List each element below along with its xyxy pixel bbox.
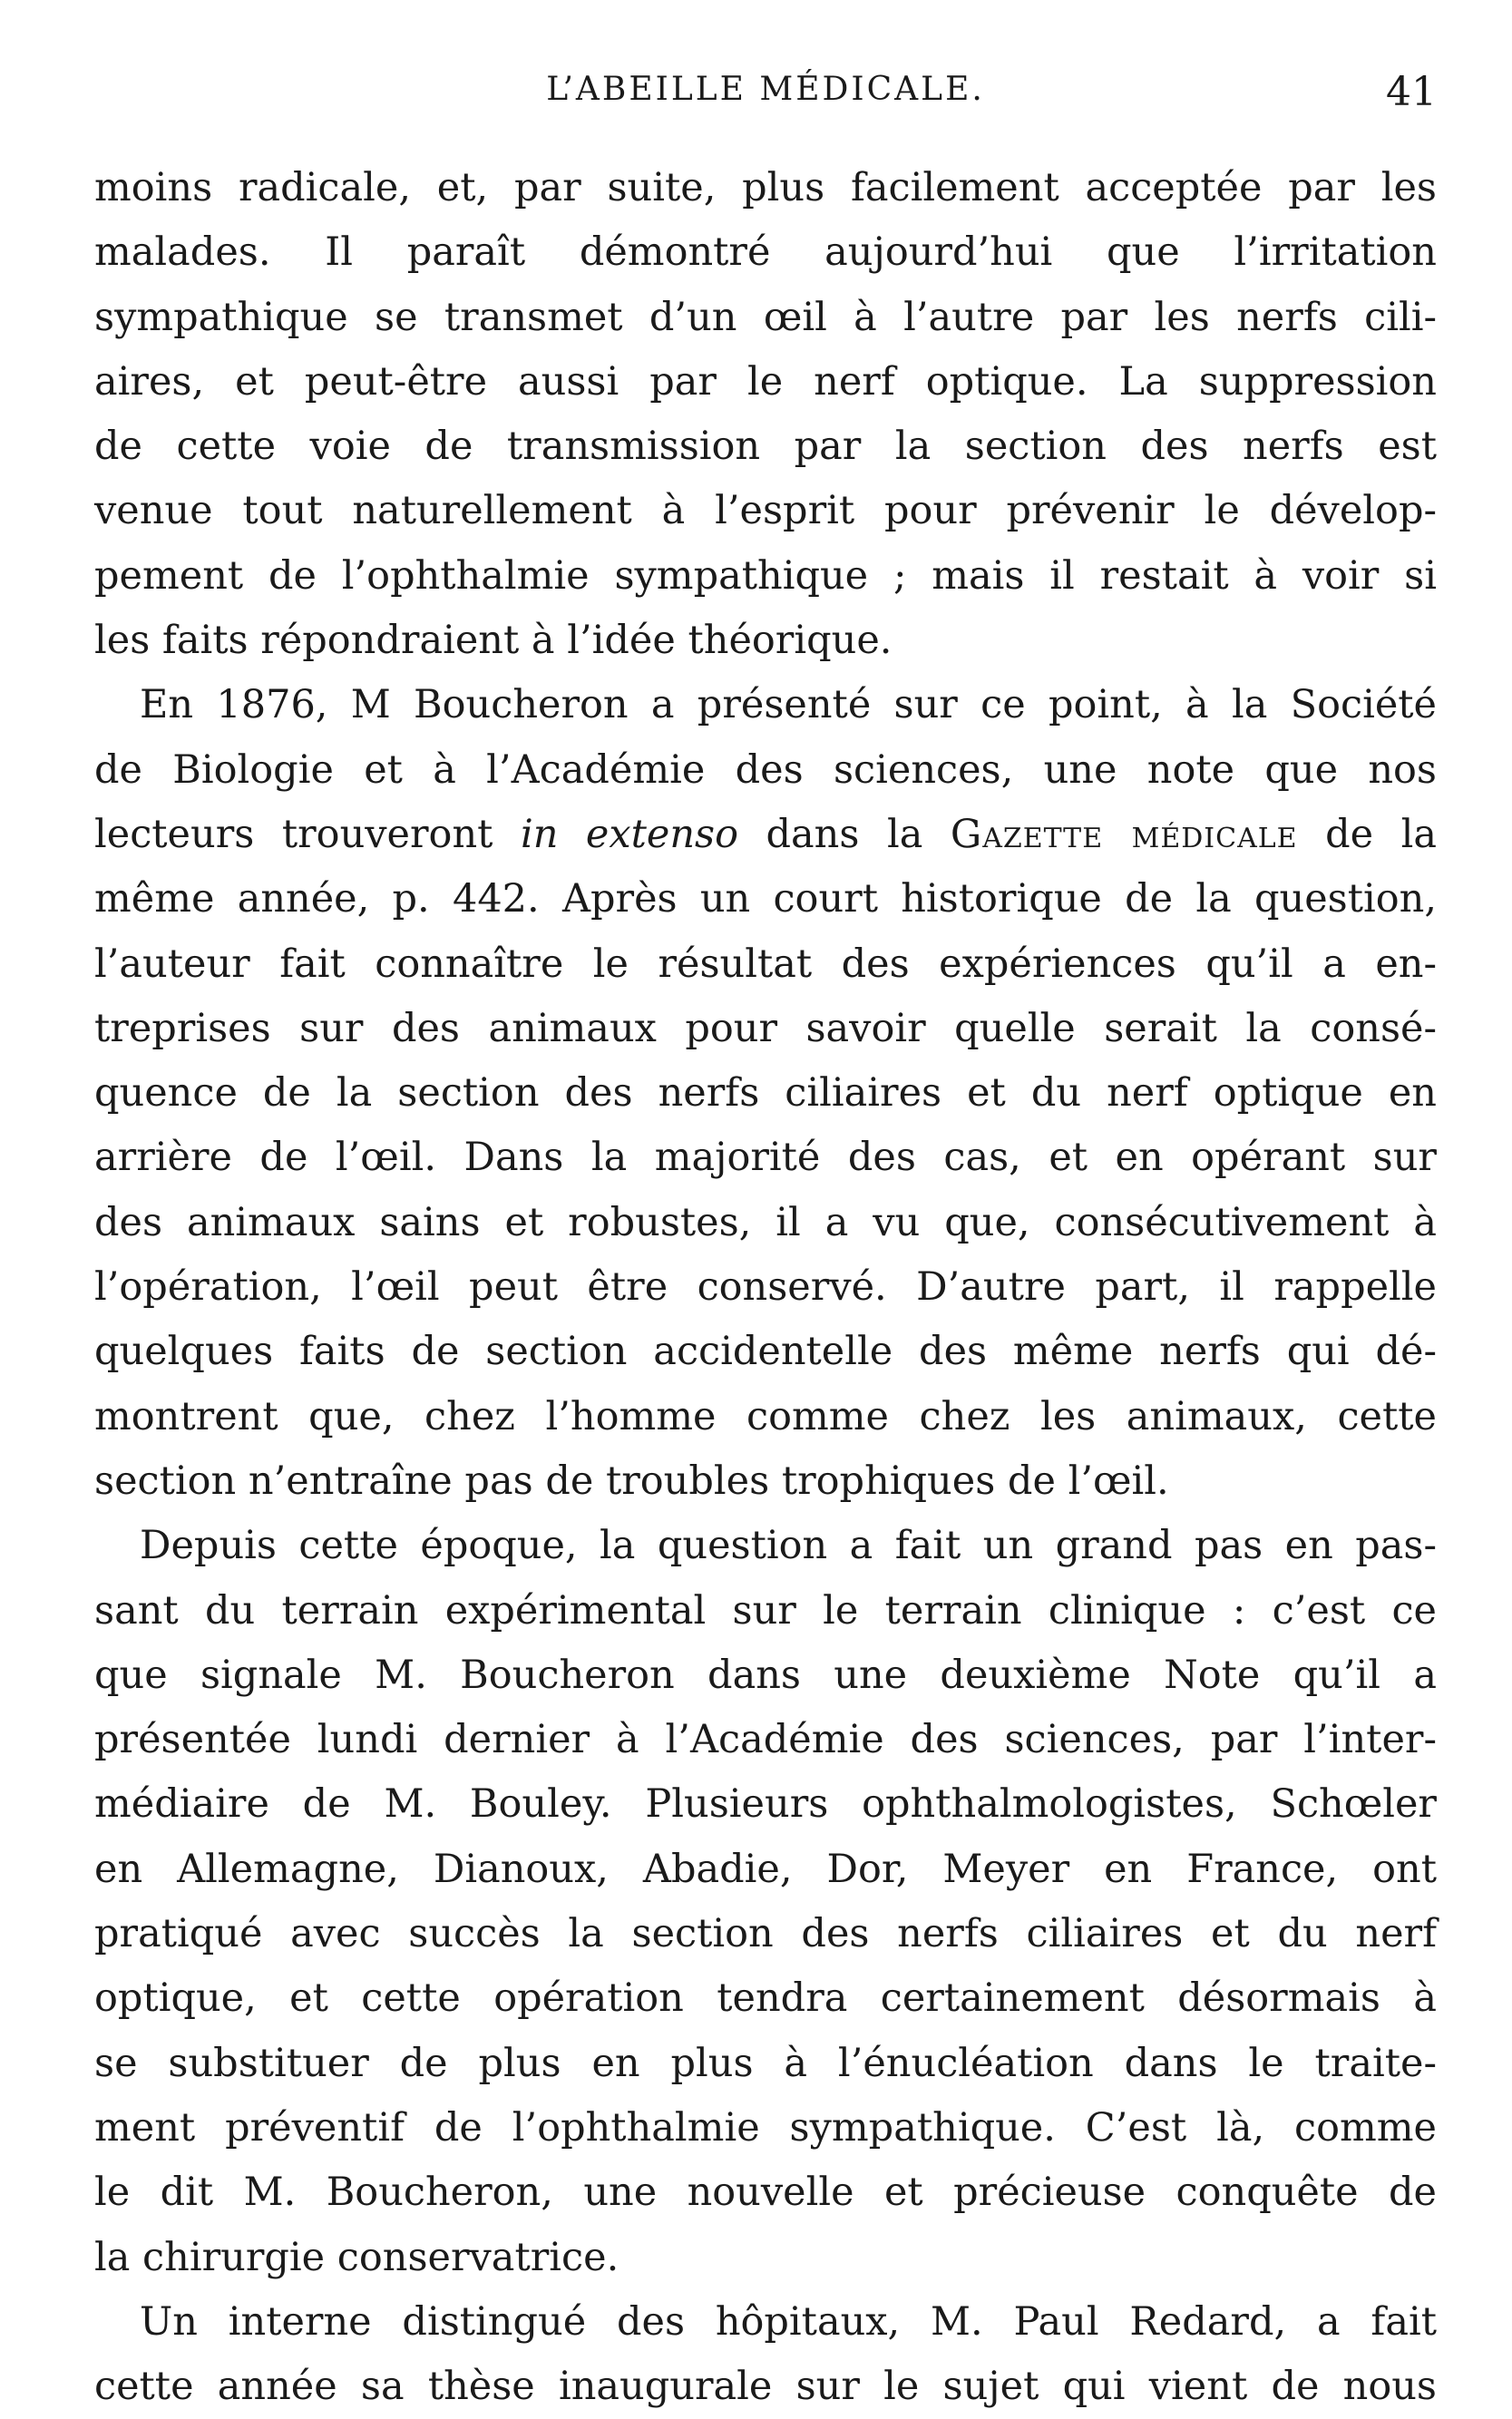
text-line: l’auteur fait connaître le résultat des expériences qu’il a en- [94,941,1437,987]
text-line: cette année sa thèse inaugurale sur le sujet qui vient de nous [94,2364,1437,2410]
text-line: venue tout naturellement à l’esprit pour prévenir le dévelop- [94,488,1437,534]
text-line: ment préventif de l’ophthalmie sympathique. C’est là, comme [94,2104,1437,2151]
text-line: médiaire de M. Bouley. Plusieurs ophthalmologistes, Schœler [94,1781,1437,1828]
text-line: des animaux sains et robustes, il a vu que, consécutivement à [94,1199,1437,1245]
text-line: aires, et peut-être aussi par le nerf optique. La suppression [94,358,1437,405]
text-line: que signale M. Boucheron dans une deuxième Note qu’il a [94,1652,1437,1698]
text-line: quelques faits de section accidentelle des même nerfs qui dé- [94,1329,1437,1375]
running-title: L’ABEILLE MÉDICALE. [546,71,985,108]
text-line: optique, et cette opération tendra certainement désormais à [94,1975,1437,2022]
running-head [94,71,1437,125]
text-line: montrent que, chez l’homme comme chez les animaux, cette [94,1393,1437,1439]
text-line-with-citation [94,803,1437,867]
text-line: l’opération, l’œil peut être conservé. D’autre part, il rappelle [94,1264,1437,1311]
text-line: sympathique se transmet d’un œil à l’autre par les nerfs cili- [94,294,1437,340]
text-fragment: de la [1297,811,1437,857]
italic-phrase: in extenso [520,811,738,857]
text-line: treprises sur des animaux pour savoir quelle serait la consé- [94,1005,1437,1051]
text-line: sant du terrain expérimental sur le terrain clinique : c’est ce [94,1587,1437,1634]
text-line: présentée lundi dernier à l’Académie des sciences, par l’inter- [94,1717,1437,1763]
text-line: malades. Il paraît démontré aujourd’hui que l’irritation [94,229,1437,276]
text-line: se substituer de plus en plus à l’énucléation dans le traite- [94,2040,1437,2086]
page-number: 41 [1386,69,1437,115]
text-line: pement de l’ophthalmie sympathique ; mais il restait à voir si [94,552,1437,599]
text-line: moins radicale, et, par suite, plus facilement acceptée par les [94,165,1437,210]
text-line: de Biologie et à l’Académie des sciences, une note que nos [94,746,1437,793]
text-line: en Allemagne, Dianoux, Abadie, Dor, Meyer en France, ont [94,1846,1437,1892]
text-line: la chirurgie conservatrice. [94,2234,619,2280]
text-line: quence de la section des nerfs ciliaires et du nerf optique en [94,1070,1437,1117]
text-line: le dit M. Boucheron, une nouvelle et précieuse conquête de [94,2170,1437,2216]
text-line: section n’entraîne pas de troubles trophiques de l’œil. [94,1458,1169,1504]
text-line: même année, p. 442. Après un court historique de la question, [94,876,1437,922]
text-line: pratiqué avec succès la section des nerfs ciliaires et du nerf [94,1911,1437,1957]
text-line: les faits répondraient à l’idée théorique. [94,618,893,664]
body-text [94,156,1437,2419]
text-fragment: lecteurs trouveront [94,811,521,857]
text-line: Un interne distingué des hôpitaux, M. Paul Redard, a fait [140,2298,1437,2345]
text-line: Depuis cette époque, la question a fait un grand pas en pas- [140,1523,1437,1569]
text-fragment: dans la [737,811,951,857]
text-line: de cette voie de transmission par la section des nerfs est [94,424,1437,470]
text-line: arrière de l’œil. Dans la majorité des cas, et en opérant sur [94,1135,1437,1181]
journal-title: Gazette médicale [950,811,1298,857]
text-line: En 1876, M Boucheron a présenté sur ce point, à la Société [140,682,1437,728]
